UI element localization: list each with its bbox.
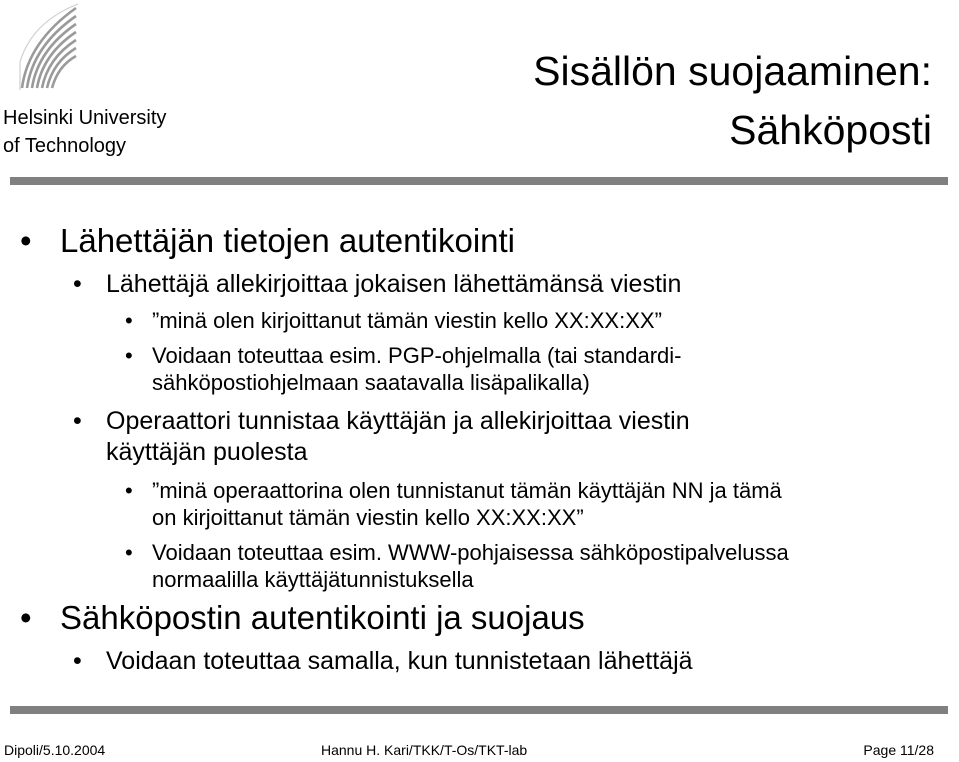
bullet-icon: • <box>73 647 82 675</box>
slide-title <box>533 42 932 160</box>
sender-signs-text: Lähettäjä allekirjoittaa jokaisen lähettämänsä viestin <box>106 270 682 298</box>
same-time-text: Voidaan toteuttaa samalla, kun tunnistetaan lähettäjä <box>106 647 693 675</box>
bullet-icon: • <box>20 222 32 259</box>
quote-signature-text: ”minä olen kirjoittanut tämän viestin kello XX:XX:XX” <box>152 308 662 333</box>
bullet-icon: • <box>20 599 32 636</box>
slide-title-line2: Sähköposti <box>729 107 932 153</box>
operator-signs-text-line2: käyttäjän puolesta <box>106 438 308 466</box>
footer-date: Dipoli/5.10.2004 <box>4 742 106 758</box>
www-text-line1: Voidaan toteuttaa esim. WWW-pohjaisessa sähköpostipalvelussa <box>152 540 789 565</box>
footer-page-number: Page 11/28 <box>863 742 934 758</box>
bullet-icon: • <box>73 407 82 435</box>
operator-quote-line1: ”minä operaattorina olen tunnistanut tämän käyttäjän NN ja tämä <box>152 478 782 503</box>
hut-logo-icon <box>18 2 80 92</box>
university-name-line2: of Technology <box>3 135 127 157</box>
heading-sender-authentication: Lähettäjän tietojen autentikointi <box>60 222 516 259</box>
pgp-text-line1: Voidaan toteuttaa esim. PGP-ohjelmalla (tai standardi- <box>152 343 682 368</box>
operator-quote-line2: on kirjoittanut tämän viestin kello XX:XX:XX” <box>152 505 584 530</box>
bullet-icon: • <box>73 270 82 298</box>
university-name-line1: Helsinki University <box>3 107 167 129</box>
footer-divider <box>10 706 948 714</box>
operator-signs-text-line1: Operaattori tunnistaa käyttäjän ja allekirjoittaa viestin <box>106 407 690 435</box>
bullet-icon: • <box>125 308 133 333</box>
pgp-text-line2: sähköpostiohjelmaan saatavalla lisäpalikalla) <box>152 370 590 395</box>
bullet-icon: • <box>125 343 133 368</box>
www-text-line2: normaalilla käyttäjätunnistuksella <box>152 567 474 592</box>
slide-title-line1: Sisällön suojaaminen: <box>533 48 932 94</box>
heading-email-authentication: Sähköpostin autentikointi ja suojaus <box>60 599 585 636</box>
bullet-icon: • <box>125 478 133 503</box>
header-divider <box>10 177 948 185</box>
university-name <box>3 104 166 160</box>
footer-author: Hannu H. Kari/TKK/T-Os/TKT-lab <box>321 742 528 758</box>
bullet-icon: • <box>125 540 133 565</box>
